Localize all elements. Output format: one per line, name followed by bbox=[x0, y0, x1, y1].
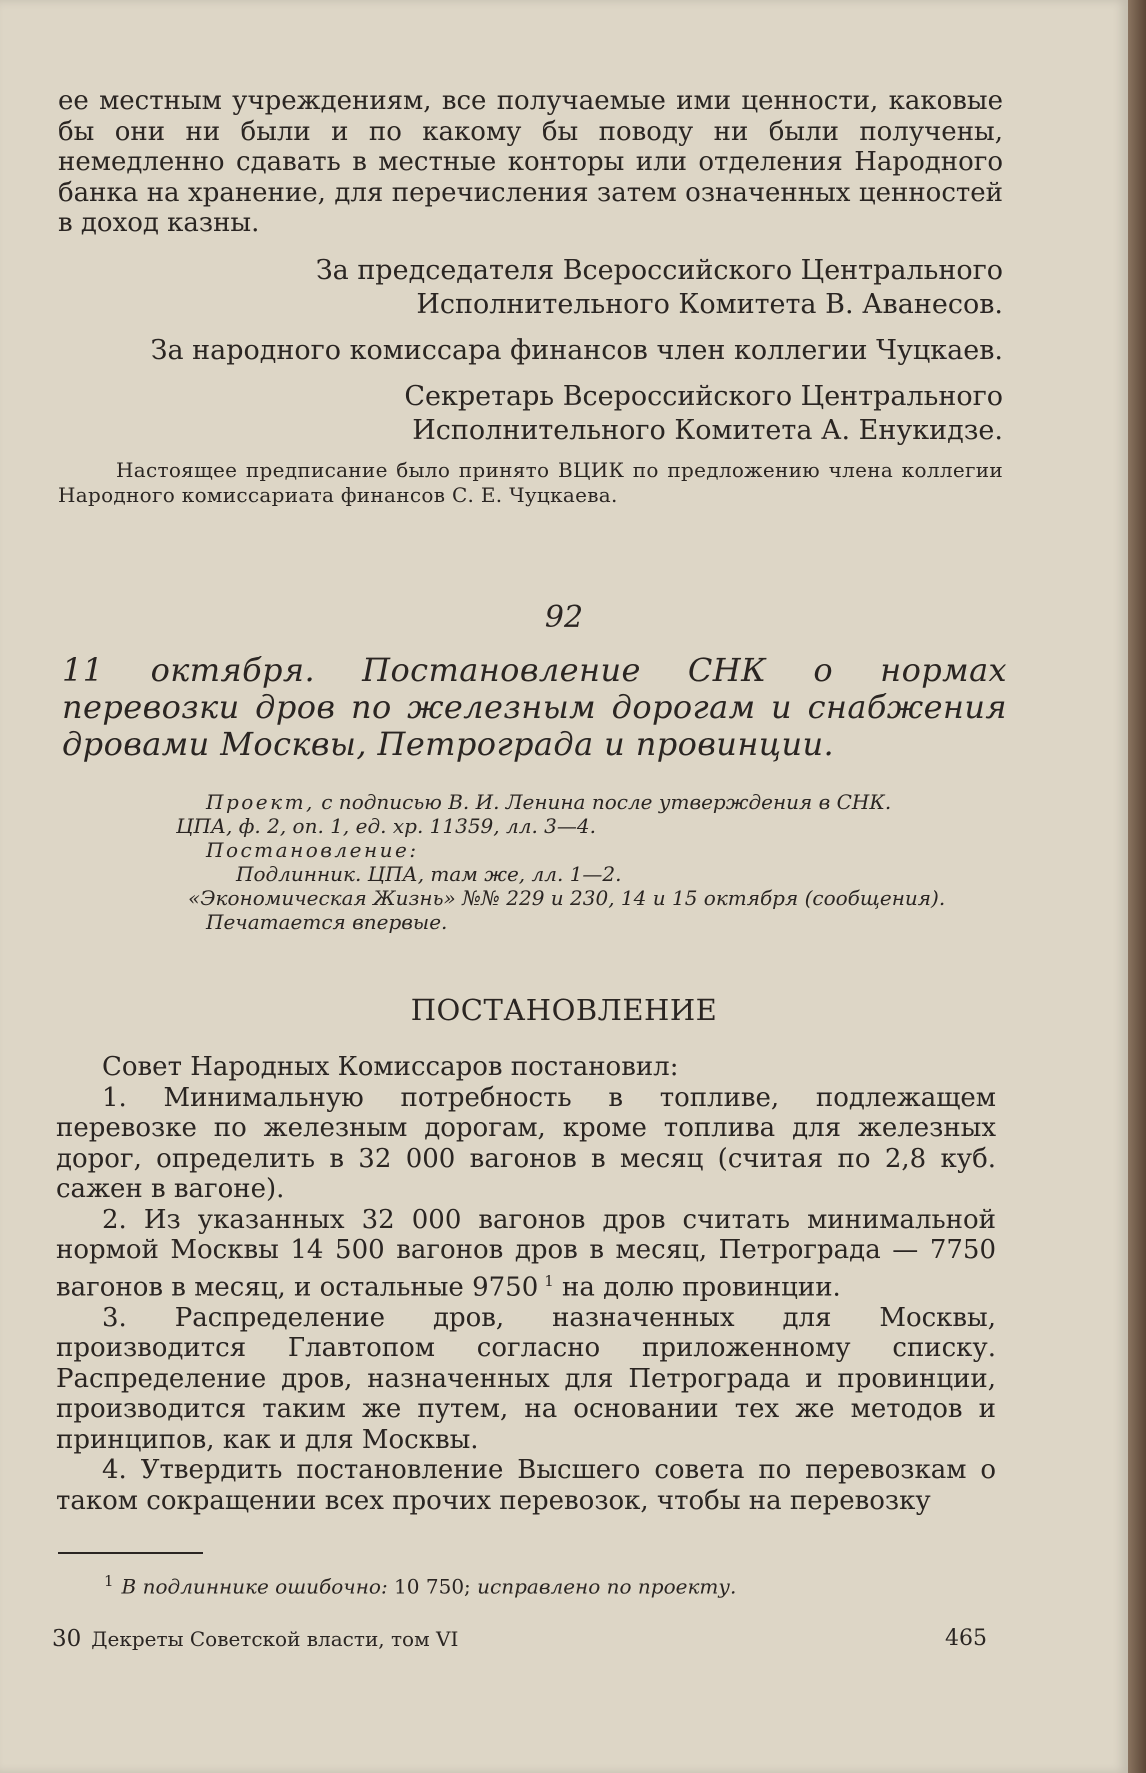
decree-point-4: 4. Утвердить постановление Высшего совета по перевозкам о таком сокращении всех прочих перевозок, чтобы на перевозку bbox=[56, 1455, 996, 1516]
document-number: 92 bbox=[544, 600, 584, 635]
source-original: Подлинник. ЦПА, там же, лл. 1—2. bbox=[236, 862, 622, 886]
footnote-prefix: В подлиннике ошибочно: bbox=[121, 1574, 388, 1599]
signature-chairman-line2: Исполнительного Комитета В. Аванесов. bbox=[416, 289, 1003, 320]
decree-body bbox=[56, 1052, 996, 1516]
decree-point-3: 3. Распределение дров, назначенных для Москвы, производится Главтопом согласно приложенному списку. Распределение дров, назначенных для Петрограда и провинции, производится таким же путем, на основании тех же методов и принципов, как и для Москвы. bbox=[56, 1302, 996, 1455]
signature-chairman-line1: За председателя Всероссийского Центрального bbox=[315, 255, 1003, 286]
page-footer bbox=[52, 1626, 987, 1656]
source-draft-ref: ЦПА, ф. 2, оп. 1, ед. хр. 11359, лл. 3—4. bbox=[176, 814, 596, 838]
footnote-suffix: исправлено по проекту. bbox=[470, 1574, 737, 1599]
footnote-divider bbox=[58, 1552, 203, 1554]
continuation-text-block bbox=[58, 86, 1003, 239]
book-title: Декреты Советской власти, том VI bbox=[91, 1627, 459, 1651]
decree-intro: Совет Народных Комиссаров постановил: bbox=[102, 1052, 679, 1082]
editor-note-block bbox=[58, 458, 1003, 508]
source-press: «Экономическая Жизнь» №№ 229 и 230, 14 и 15 октября (сообщения). bbox=[188, 886, 946, 910]
signature-secretary-line2: Исполнительного Комитета А. Енукидзе. bbox=[412, 415, 1003, 446]
sheet-number: 30 bbox=[52, 1626, 82, 1652]
footnote-value: 10 750; bbox=[387, 1574, 471, 1599]
footnote-mark: 1 bbox=[104, 1572, 114, 1590]
decree-point-2-end: на долю провинции. bbox=[553, 1272, 841, 1303]
decree-heading: ПОСТАНОВЛЕНИЕ bbox=[410, 993, 718, 1027]
editor-note: Настоящее предписание было принято ВЦИК по предложению члена коллегии Народного комиссариата финансов С. Е. Чуцкаева. bbox=[58, 458, 1003, 507]
decree-point-2 bbox=[56, 1205, 996, 1303]
signature-commissar: За народного комиссара финансов член коллегии Чуцкаев. bbox=[150, 335, 1003, 366]
signature-block bbox=[58, 254, 1003, 448]
source-decree-label: Постановление: bbox=[206, 838, 419, 862]
signature-secretary-line1: Секретарь Всероссийского Центрального bbox=[404, 381, 1003, 412]
document-title: 11 октября. Постановление СНК о нормах перевозки дров по железным дорогам и снабжения дровами Москвы, Петрограда и провинции. bbox=[62, 651, 1007, 763]
continuation-paragraph: ее местным учреждениям, все получаемые ими ценности, каковые бы они ни были и по какому бы поводу ни были получены, немедленно сдавать в местные конторы или отделения Народного банка на хранение, для перечисления затем означенных ценностей в доход казны. bbox=[58, 86, 1003, 238]
source-first-print: Печатается впервые. bbox=[206, 910, 448, 934]
footnote-reference: 1 bbox=[544, 1271, 554, 1290]
footnote bbox=[104, 1572, 1004, 1599]
decree-point-1: 1. Минимальную потребность в топливе, подлежащем перевозке по железным дорогам, кроме топлива для железных дорог, определить в 32 000 вагонов в месяц (считая по 2,8 куб. сажен в вагоне). bbox=[56, 1082, 996, 1204]
source-draft bbox=[206, 790, 996, 814]
decree-point-2-text: 2. Из указанных 32 000 вагонов дров считать минимальной нормой Москвы 14 500 вагонов дров в месяц, Петрограда — 7750 вагонов в месяц, и остальные 9750 bbox=[56, 1204, 996, 1303]
page-number: 465 bbox=[945, 1626, 987, 1651]
source-draft-label: Проект, bbox=[206, 790, 315, 814]
book-binding-edge bbox=[1128, 0, 1146, 1773]
source-draft-text: с подписью В. И. Ленина после утверждения в СНК. bbox=[314, 790, 892, 814]
archival-sources bbox=[176, 790, 996, 934]
